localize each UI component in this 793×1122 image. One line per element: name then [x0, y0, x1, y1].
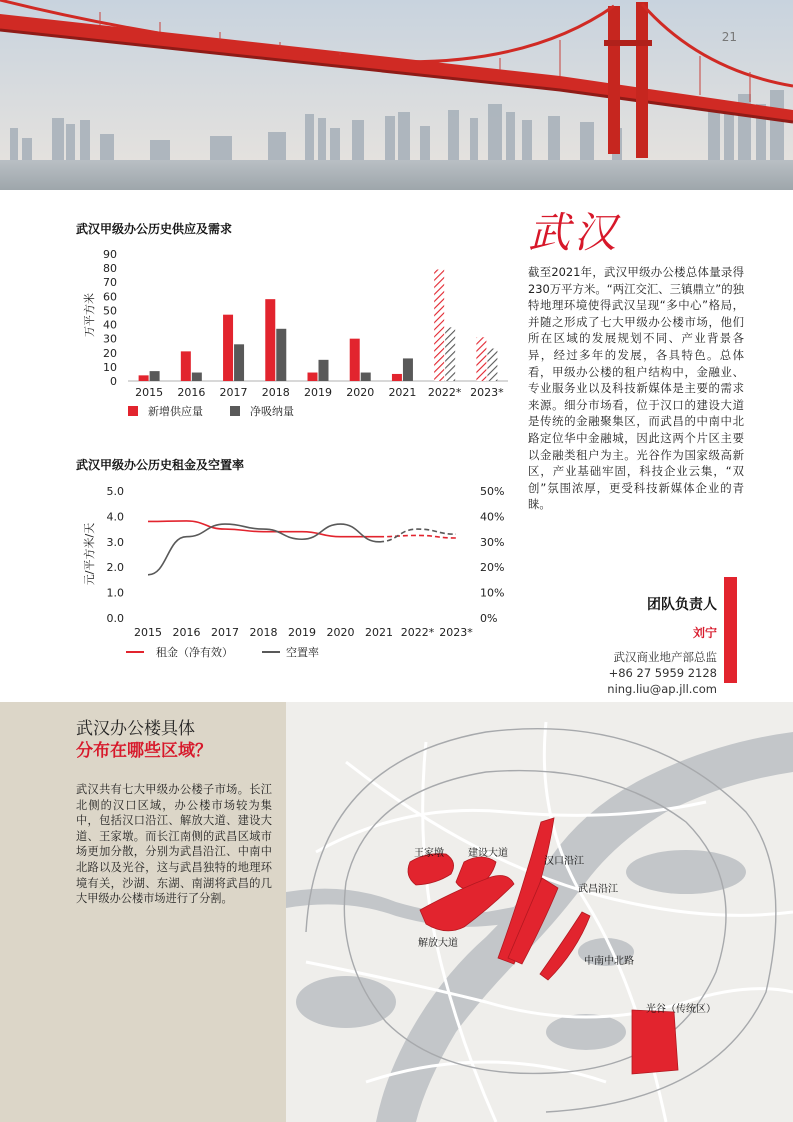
bottom-section-paragraph: 武汉共有七大甲级办公楼子市场。长江北侧的汉口区域，办公楼市场较为集中，包括汉口沿江、解放大道、建设大道、王家墩。而长江南侧的武昌区域市场更加分散，分别为武昌沿江、中南中北路以及光谷，这与武昌独特的地理环境有关，沙湖、东湖、南湖将武昌的几大甲级办公楼市场进行了分割。 [76, 783, 272, 906]
map-label-hankou-riverside: 汉口沿江 [544, 856, 584, 867]
x-tick-label: 2019 [288, 626, 316, 639]
y-tick-label-left: 2.0 [106, 561, 124, 575]
bar-absorption [361, 373, 371, 381]
y-tick-label: 20 [103, 346, 117, 360]
page-number: 21 [721, 30, 737, 44]
contact-heading: 团队负责人 [647, 597, 717, 613]
market-optics-valley [632, 1010, 678, 1074]
city-heading: 武汉 [528, 208, 621, 257]
bar-absorption [234, 344, 244, 381]
contact-name: 刘宁 [692, 626, 717, 640]
contact-accent-bar [724, 577, 737, 683]
y-tick-label-left: 4.0 [106, 510, 124, 524]
bar-absorption [150, 371, 160, 381]
west-lake [296, 976, 396, 1028]
contact-phone: +86 27 5959 2128 [608, 666, 717, 680]
y-tick-label-right: 50% [480, 485, 505, 498]
map-label-jianshe: 建设大道 [468, 848, 508, 859]
y-tick-label: 80 [103, 262, 117, 276]
legend-label-rent: 租金（净有效） [156, 646, 233, 659]
supply-demand-bar-chart [0, 240, 520, 430]
x-tick-label: 2021 [365, 626, 393, 639]
y-tick-label-left: 5.0 [106, 485, 124, 498]
map-label-wuchang-riverside: 武昌沿江 [578, 884, 618, 895]
legend-label-absorption: 净吸纳量 [250, 405, 294, 418]
map-label-optics-valley: 光谷（传统区） [646, 1004, 716, 1015]
south-lake [546, 1014, 626, 1050]
supply-legend [128, 404, 294, 418]
bar-supply [476, 337, 486, 381]
map-label-wangjiadun: 王家墩 [414, 848, 444, 859]
y-tick-label-right: 10% [480, 586, 505, 600]
contact-block [607, 594, 717, 697]
contact-title: 武汉商业地产部总监 [613, 650, 717, 664]
line-rent-forecast [379, 535, 456, 538]
bar-absorption [192, 373, 202, 381]
x-tick-label: 2016 [177, 386, 206, 399]
y-tick-label: 50 [103, 304, 117, 318]
y-tick-label-left: 3.0 [106, 535, 124, 549]
x-tick-label: 2015 [135, 386, 164, 399]
bar-supply [223, 315, 233, 381]
x-tick-label: 2020 [326, 626, 355, 639]
bar-absorption [445, 327, 455, 381]
rent-chart-title: 武汉甲级办公历史租金及空置率 [76, 458, 245, 472]
y-tick-label: 40 [103, 318, 117, 332]
city-intro-paragraph: 截至2021年，武汉甲级办公楼总体量录得230万平方米。“两江交汇、三镇鼎立”的独特地理环境使得武汉呈现“多中心”格局，并随之形成了七大甲级办公楼市场，他们所在区域的发展规划不同、产业背景各异，经过多年的发展，各具特色。总体看，甲级办公楼的租户结构中，金融业、专业服务业以及科技新媒体是主要的需求来源。细分市场看，位于汉口的建设大道是传统的金融聚集区，而武昌的中南中北路定位华中金融城，因此这两个片区主要以金融类租户为主。光谷作为国家级高新区，产业基础牢固，科技企业云集，“双创”氛围浓厚，更受科技新媒体企业的青睐。 [528, 265, 744, 512]
y-tick-label-left: 0.0 [106, 612, 124, 625]
x-tick-label: 2018 [261, 386, 290, 399]
bar-supply [350, 339, 360, 381]
bar-supply [265, 299, 275, 381]
bridge-city-image [0, 0, 793, 190]
bar-absorption [487, 349, 497, 381]
x-tick-label: 2016 [172, 626, 201, 639]
rent-y-axis-label: 元/平方米/天 [83, 522, 96, 586]
x-tick-label: 2021 [388, 386, 417, 399]
wuhan-office-market-map [286, 702, 793, 1122]
banner-photo [0, 0, 793, 190]
bar-absorption [319, 360, 329, 381]
legend-swatch-absorption [230, 406, 240, 416]
x-tick-label: 2023* [439, 626, 473, 639]
map-label-jiefang: 解放大道 [418, 938, 458, 949]
bar-supply [181, 351, 191, 381]
y-tick-label: 10 [103, 360, 117, 374]
x-tick-label: 2017 [211, 626, 239, 639]
x-tick-label: 2018 [249, 626, 278, 639]
x-tick-label: 2015 [134, 626, 162, 639]
x-tick-label: 2023* [470, 386, 504, 399]
bar-absorption [276, 329, 286, 381]
rent-vacancy-line-chart [0, 476, 520, 676]
y-tick-label-left: 1.0 [106, 586, 124, 600]
x-tick-label: 2022* [427, 386, 462, 399]
y-tick-label-right: 20% [480, 561, 505, 575]
bar-supply [434, 270, 444, 381]
supply-y-axis-label: 万平方米 [83, 293, 96, 337]
x-tick-label: 2020 [346, 386, 375, 399]
east-lake [626, 850, 746, 894]
y-tick-label-right: 0% [480, 612, 498, 625]
x-tick-label: 2017 [219, 386, 248, 399]
legend-swatch-supply [128, 406, 138, 416]
x-tick-label: 2022* [400, 626, 435, 639]
rent-legend [126, 645, 319, 659]
bar-supply [308, 373, 318, 381]
y-tick-label-right: 30% [480, 535, 505, 549]
supply-chart-title: 武汉甲级办公历史供应及需求 [76, 222, 233, 236]
y-tick-label: 30 [103, 332, 117, 346]
bar-supply [392, 374, 402, 381]
bottom-section-title: 武汉办公楼具体 [76, 719, 195, 739]
y-tick-label: 70 [103, 276, 117, 290]
y-tick-label: 90 [103, 248, 117, 261]
bar-supply [139, 375, 149, 381]
legend-label-vacancy: 空置率 [286, 646, 319, 659]
bottom-text-panel [0, 702, 286, 1122]
bar-absorption [403, 358, 413, 381]
contact-email[interactable]: ning.liu@ap.jll.com [607, 682, 717, 696]
line-vacancy-forecast [379, 529, 456, 542]
bottom-section-subtitle: 分布在哪些区域？ [76, 741, 212, 761]
map-label-zhongnan: 中南中北路 [584, 956, 634, 967]
y-tick-label-right: 40% [480, 510, 505, 524]
legend-label-supply: 新增供应量 [148, 405, 203, 418]
y-tick-label: 60 [103, 290, 117, 304]
x-tick-label: 2019 [304, 386, 332, 399]
y-tick-label: 0 [110, 375, 117, 388]
